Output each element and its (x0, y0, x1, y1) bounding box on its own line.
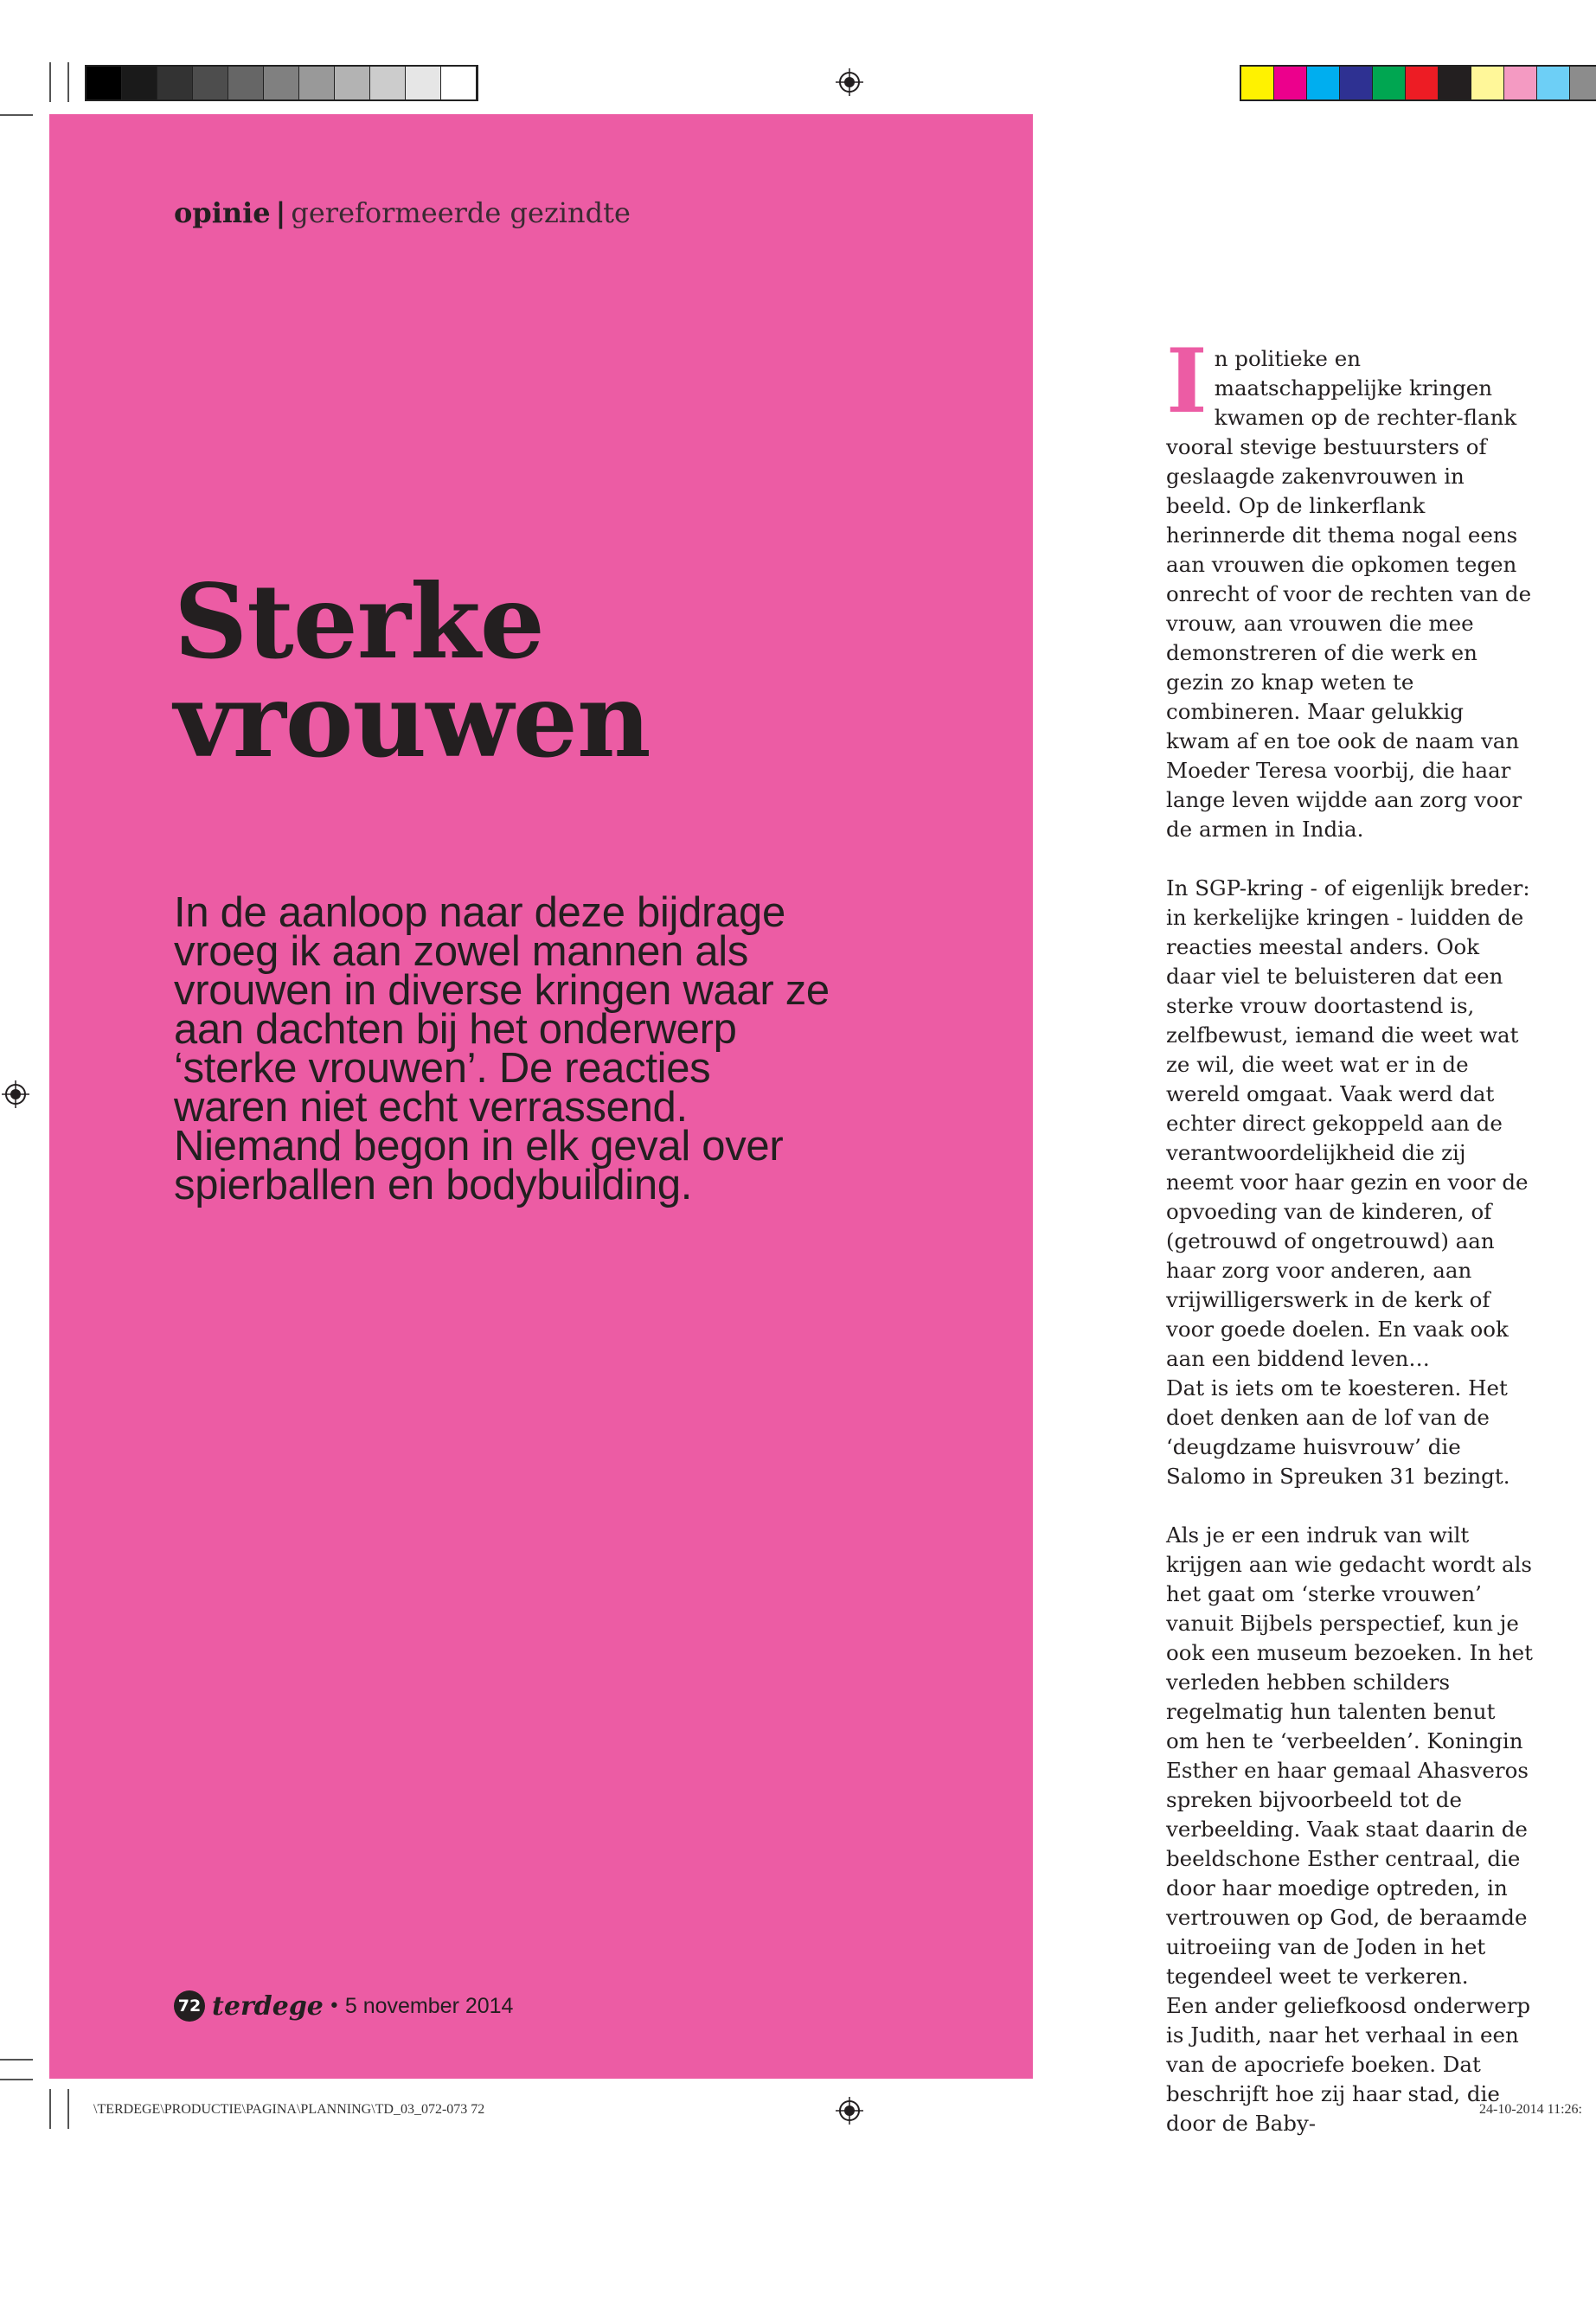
grayscale-swatch (335, 67, 370, 99)
folio (174, 1990, 513, 2022)
paragraph-3: Als je er een indruk van wilt krijgen aan wie gedacht wordt als het gaat om ‘sterke vrouwen’ vanuit Bijbels perspectief, kun je ook een museum bezoeken. In het verleden hebben schilders regelmatig hun talenten benut om hen te ‘verbeelden’. Koningin Esther en haar gemaal Ahasveros spreken bijvoorbeeld tot de verbeelding. Vaak staat daarin de beeldschone Esther centraal, die door haar moedige optreden, in vertrouwen op God, de beraamde uitroeiing van de Joden in het tegendeel weet te verkeren. Een ander geliefkoosd onderwerp is Judith, naar het verhaal in een van de apocriefe boeken. Dat beschrijft hoe zij haar stad, die door de Baby- (1166, 1522, 1533, 2136)
color-swatch (1570, 67, 1596, 99)
issue-date: 5 november 2014 (344, 1993, 514, 2018)
crop-mark (67, 2089, 69, 2129)
color-swatch (1471, 67, 1504, 99)
grayscale-calibration-bar (85, 65, 478, 101)
color-swatch (1340, 67, 1373, 99)
color-swatch (1537, 67, 1570, 99)
bullet-separator: • (328, 1995, 340, 2017)
color-swatch (1406, 67, 1439, 99)
intro-paragraph: In de aanloop naar deze bijdrage vroeg ik aan zowel mannen als vrouwen in diverse kringen waar ze aan dachten bij het onderwerp ‘sterke vrouwen’. De reacties waren niet echt verrassend. Niemand begon in elk geval over spierballen en bodybuilding. (174, 889, 830, 1208)
grayscale-swatch (370, 67, 406, 99)
grayscale-swatch (228, 67, 264, 99)
crop-mark (49, 62, 51, 102)
color-swatch (1373, 67, 1406, 99)
color-calibration-bar (1240, 65, 1596, 101)
grayscale-swatch (157, 67, 193, 99)
grayscale-swatch (299, 67, 335, 99)
title-line-1: Sterke (174, 561, 544, 682)
page-number: 72 (174, 1990, 205, 2022)
registration-mark-icon (836, 68, 863, 96)
drop-cap: I (1166, 330, 1208, 433)
grayscale-swatch (441, 67, 477, 99)
color-swatch (1241, 67, 1274, 99)
color-swatch (1307, 67, 1340, 99)
slug-timestamp: 24-10-2014 11:26: (1479, 2102, 1582, 2117)
grayscale-swatch (193, 67, 228, 99)
grayscale-swatch (87, 67, 122, 99)
paragraph-2: In SGP-kring - of eigenlijk breder: in kerkelijke kringen - luidden de reacties meestal anders. Ook daar viel te beluisteren dat een sterke vrouw doortastend is, zelfbewust, iemand die weet wat ze wil, die weet wat er in de wereld omgaat. Vaak werd dat echter direct gekoppeld aan de verantwoordelijkheid die zij neemt voor haar gezin en voor de opvoeding van de kinderen, of (getrouwd of ongetrouwd) aan haar zorg voor anderen, aan vrijwilligerswerk in de kerk of voor goede doelen. En vaak ook aan een biddend leven… Dat is iets om te koesteren. Het doet denken aan de lof van de ‘deugdzame huisvrouw’ die Salomo in Spreuken 31 bezingt. (1166, 875, 1530, 1489)
crop-mark (67, 62, 69, 102)
crop-mark (0, 2059, 33, 2061)
color-swatch (1504, 67, 1537, 99)
crop-mark (0, 2079, 33, 2080)
paragraph-1-text: n politieke en maatschappelijke kringen kwamen op de rechter-flank vooral stevige bestuursters of geslaagde zakenvrouwen in beeld. Op de linkerflank herinnerde dit thema nogal eens aan vrouwen die opkomen tegen onrecht of voor de rechten van de vrouw, aan vrouwen die mee demonstreren of die werk en gezin zo knap weten te combineren. Maar gelukkig kwam af en toe ook de naam van Moeder Teresa voorbij, die haar lange leven wijdde aan zorg voor de armen in India. (1166, 346, 1532, 842)
crop-mark (49, 2089, 51, 2129)
grayscale-swatch (406, 67, 441, 99)
grayscale-swatch (264, 67, 299, 99)
topic-label: gereformeerde gezindte (291, 196, 631, 229)
page-title (174, 561, 952, 780)
registration-mark-icon (2, 1080, 29, 1108)
section-kicker (174, 196, 631, 229)
slug-file-path: \TERDEGE\PRODUCTIE\PAGINA\PLANNING\TD_03_072-073 72 (93, 2102, 485, 2117)
title-line-2: vrouwen (174, 660, 651, 780)
registration-mark-icon (836, 2097, 863, 2125)
paragraph-1 (1166, 330, 1533, 844)
color-swatch (1274, 67, 1307, 99)
section-label: opinie (174, 196, 271, 229)
color-swatch (1439, 67, 1471, 99)
grayscale-swatch (122, 67, 157, 99)
crop-mark (0, 114, 33, 116)
kicker-separator: | (275, 196, 286, 229)
brand-logo: terdege (212, 1990, 324, 2022)
article-body (1166, 330, 1533, 2168)
